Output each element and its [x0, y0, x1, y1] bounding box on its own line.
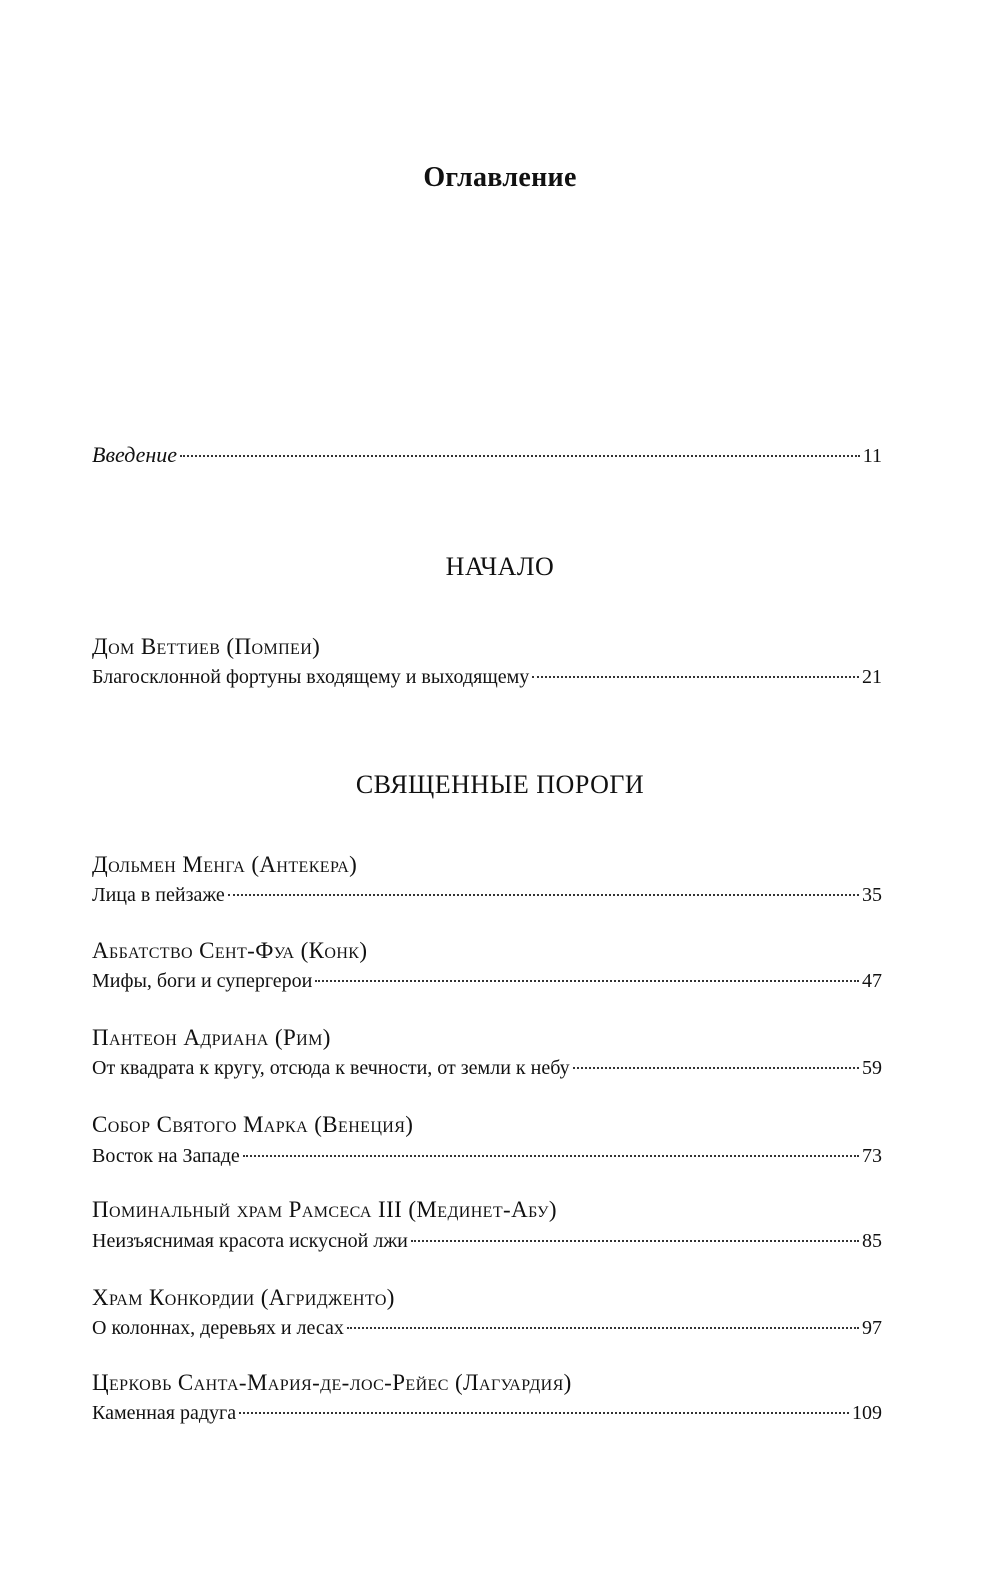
toc-entry[interactable] [92, 968, 882, 994]
page-title: Оглавление [423, 162, 577, 193]
toc-entry[interactable] [92, 1228, 882, 1254]
leader-dots [239, 1412, 849, 1414]
leader-dots [347, 1327, 859, 1329]
leader-dots [180, 455, 860, 457]
leader-dots [411, 1240, 859, 1242]
section-heading: СВЯЩЕННЫЕ ПОРОГИ [355, 770, 645, 799]
leader-dots [228, 894, 859, 896]
page-number: 109 [852, 1402, 882, 1424]
chapter-title: Пантеон Адриана (Рим) [92, 1025, 331, 1050]
chapter-subtitle: Благосклонной фортуны входящему и выходящему [92, 666, 530, 688]
toc-entry-label: Введение [92, 442, 178, 467]
toc-entry[interactable] [92, 1143, 882, 1169]
chapter-subtitle: Восток на Западе [92, 1145, 240, 1167]
chapter-subtitle: Каменная радуга [92, 1402, 237, 1424]
toc-entry[interactable] [92, 1400, 882, 1426]
toc-entry-intro[interactable] [92, 442, 882, 469]
chapter-subtitle: Лица в пейзаже [92, 884, 225, 906]
page-number: 11 [862, 445, 882, 467]
page-number: 21 [862, 666, 882, 688]
chapter-title: Собор Святого Марка (Венеция) [92, 1112, 414, 1137]
toc-entry[interactable] [92, 1055, 882, 1081]
leader-dots [573, 1067, 859, 1069]
page-number: 97 [862, 1317, 882, 1339]
chapter-subtitle: Мифы, боги и супергерои [92, 970, 313, 992]
chapter-title: Дольмен Менга (Антекера) [92, 852, 358, 877]
toc-entry[interactable] [92, 664, 882, 690]
section-heading: НАЧАЛО [445, 552, 555, 581]
chapter-subtitle: Неизъяснимая красота искусной лжи [92, 1230, 408, 1252]
toc-entry[interactable] [92, 882, 882, 908]
chapter-title: Церковь Санта-Мария-де-лос-Рейес (Лагуардия) [92, 1370, 572, 1395]
page-number: 85 [862, 1230, 882, 1252]
page-number: 59 [862, 1057, 882, 1079]
leader-dots [532, 676, 859, 678]
chapter-title: Аббатство Сент-Фуа (Конк) [92, 938, 368, 963]
chapter-title: Поминальный храм Рамсеса III (Мединет-Абу) [92, 1197, 557, 1222]
page-number: 73 [862, 1145, 882, 1167]
toc-entry[interactable] [92, 1315, 882, 1341]
chapter-subtitle: О колоннах, деревьях и лесах [92, 1317, 344, 1339]
page-number: 35 [862, 884, 882, 906]
chapter-subtitle: От квадрата к кругу, отсюда к вечности, от земли к небу [92, 1057, 570, 1079]
page-number: 47 [862, 970, 882, 992]
chapter-title: Дом Веттиев (Помпеи) [92, 634, 321, 659]
leader-dots [243, 1155, 859, 1157]
leader-dots [315, 980, 859, 982]
chapter-title: Храм Конкордии (Агридженто) [92, 1285, 395, 1310]
